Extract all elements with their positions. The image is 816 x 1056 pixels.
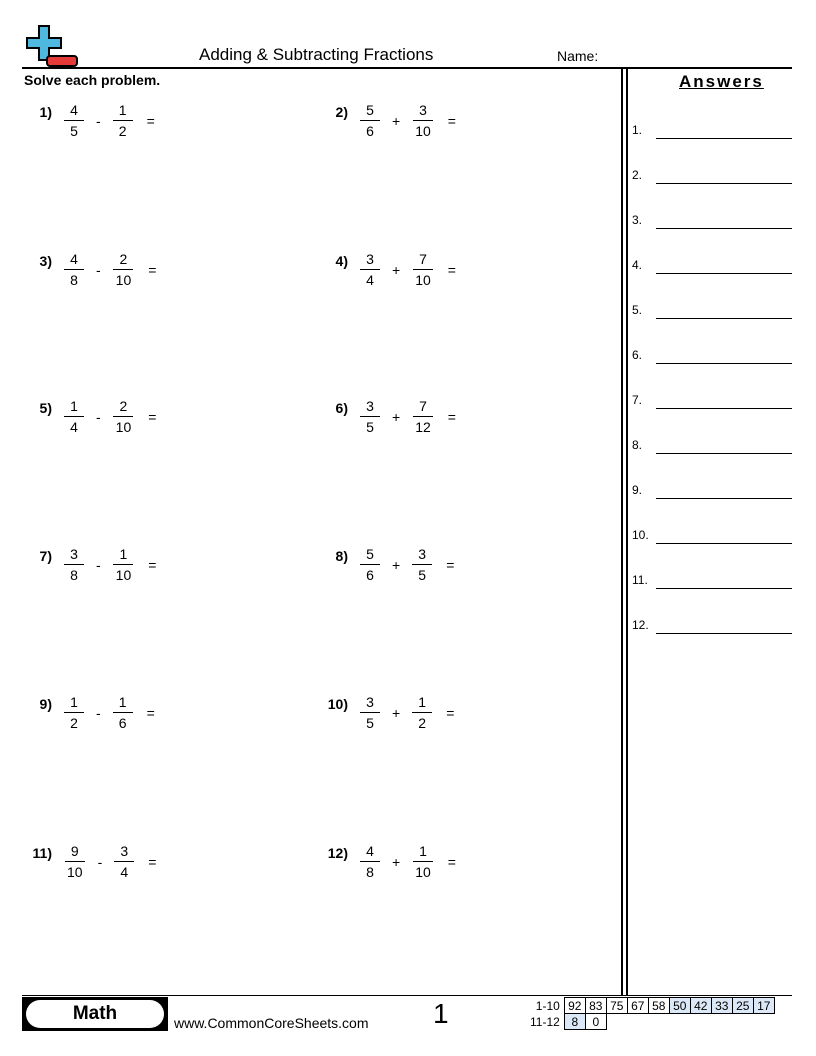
problem-6: [318, 398, 456, 435]
answer-label: 9.: [632, 483, 643, 497]
problem-number: 10): [327, 695, 348, 712]
answer-blank-2[interactable]: [656, 183, 792, 184]
answer-blank-9[interactable]: [656, 498, 792, 499]
denominator: 2: [118, 123, 127, 139]
fraction-b: [113, 102, 133, 139]
denominator: 10: [415, 272, 431, 288]
numerator: 4: [64, 102, 84, 121]
page-number: 1: [433, 998, 449, 1029]
numerator: 3: [114, 843, 134, 862]
problem-number: 9): [39, 695, 52, 712]
equals-sign: =: [446, 556, 455, 573]
answer-blank-1[interactable]: [656, 138, 792, 139]
answer-blank-10[interactable]: [656, 543, 792, 544]
problem-11: [22, 843, 156, 880]
equals-sign: =: [447, 112, 456, 129]
problem-9: [22, 694, 155, 731]
operator: +: [392, 556, 401, 573]
problem-number: 3): [39, 252, 52, 269]
answer-blank-12[interactable]: [656, 633, 792, 634]
fraction-a: [360, 398, 380, 435]
problem-number: 5): [39, 399, 52, 416]
score-cell: 92: [564, 998, 585, 1014]
answer-blank-11[interactable]: [656, 588, 792, 589]
numerator: 1: [64, 694, 84, 713]
numerator: 1: [113, 694, 133, 713]
score-cell: 33: [711, 998, 732, 1014]
score-cell: 75: [606, 998, 627, 1014]
equals-sign: =: [148, 556, 157, 573]
answer-blank-4[interactable]: [656, 273, 792, 274]
answer-label: 3.: [632, 213, 643, 227]
answer-label: 7.: [632, 393, 643, 407]
operator: -: [96, 408, 101, 425]
numerator: 4: [360, 843, 380, 862]
problem-10: [318, 694, 454, 731]
fraction-b: [113, 546, 135, 583]
denominator: 12: [415, 419, 431, 435]
fraction-b: [114, 843, 134, 880]
answer-label: 1.: [632, 123, 643, 137]
numerator: 5: [360, 102, 380, 121]
equals-sign: =: [447, 261, 456, 278]
equals-sign: =: [446, 704, 455, 721]
numerator: 2: [113, 398, 133, 417]
denominator: 10: [115, 567, 132, 583]
equals-sign: =: [146, 704, 155, 721]
denominator: 8: [70, 567, 78, 583]
denominator: 5: [418, 567, 427, 583]
answer-label: 10.: [632, 528, 649, 542]
denominator: 5: [366, 419, 374, 435]
problem-number: 7): [39, 547, 52, 564]
answer-label: 4.: [632, 258, 643, 272]
score-table: [527, 997, 775, 1030]
numerator: 9: [65, 843, 85, 862]
score-cell: 67: [627, 998, 648, 1014]
column-divider: [621, 69, 623, 996]
score-cell: 42: [690, 998, 711, 1014]
problem-number: 1): [39, 103, 52, 120]
operator: -: [96, 112, 101, 129]
problem-7: [22, 546, 156, 583]
score-cell: 17: [753, 998, 774, 1014]
numerator: 1: [64, 398, 84, 417]
fraction-b: [412, 546, 432, 583]
denominator: 5: [366, 715, 374, 731]
column-divider: [626, 69, 628, 996]
answer-blank-7[interactable]: [656, 408, 792, 409]
score-cell: 50: [669, 998, 690, 1014]
denominator: 4: [70, 419, 78, 435]
operator: -: [97, 853, 103, 870]
score-cell: 25: [732, 998, 753, 1014]
problem-3: [22, 251, 156, 288]
subject-badge: [22, 997, 168, 1031]
numerator: 3: [412, 546, 432, 565]
fraction-a: [360, 546, 380, 583]
fraction-b: [113, 398, 135, 435]
subject-label: Math: [26, 1000, 164, 1028]
operator: +: [392, 112, 401, 129]
numerator: 3: [64, 546, 84, 565]
answer-blank-3[interactable]: [656, 228, 792, 229]
operator: +: [392, 704, 401, 721]
problem-5: [22, 398, 156, 435]
fraction-a: [64, 102, 84, 139]
fraction-b: [412, 843, 434, 880]
fraction-a: [64, 251, 84, 288]
problem-12: [318, 843, 456, 880]
denominator: 8: [70, 272, 78, 288]
fraction-b: [412, 251, 434, 288]
operator: +: [392, 853, 401, 870]
problem-number: 12): [327, 844, 348, 861]
fraction-a: [64, 843, 86, 880]
fraction-b: [113, 694, 133, 731]
equals-sign: =: [447, 408, 456, 425]
fraction-b: [412, 398, 434, 435]
equals-sign: =: [447, 853, 456, 870]
equals-sign: =: [148, 853, 157, 870]
problem-number: 11): [32, 844, 52, 861]
problem-2: [318, 102, 456, 139]
operator: +: [392, 408, 401, 425]
denominator: 2: [418, 715, 427, 731]
denominator: 8: [366, 864, 374, 880]
answer-label: 5.: [632, 303, 643, 317]
denominator: 2: [70, 715, 78, 731]
numerator: 1: [113, 102, 133, 121]
numerator: 7: [413, 251, 433, 270]
score-range-label: 11-12: [530, 1014, 560, 1029]
name-label: Name:: [557, 48, 599, 64]
fraction-b: [113, 251, 135, 288]
answer-label: 8.: [632, 438, 643, 452]
fraction-a: [360, 251, 380, 288]
footer-rule: [22, 995, 792, 996]
answer-label: 12.: [632, 618, 649, 632]
answer-label: 11.: [632, 573, 648, 587]
denominator: 4: [366, 272, 374, 288]
equals-sign: =: [146, 112, 155, 129]
problem-4: [318, 251, 456, 288]
fraction-a: [64, 398, 84, 435]
denominator: 10: [115, 419, 132, 435]
numerator: 1: [412, 694, 432, 713]
fraction-a: [360, 694, 380, 731]
numerator: 2: [113, 251, 133, 270]
answer-blank-5[interactable]: [656, 318, 792, 319]
denominator: 10: [67, 864, 83, 880]
numerator: 3: [413, 102, 433, 121]
operator: +: [392, 261, 401, 278]
denominator: 10: [415, 864, 431, 880]
numerator: 5: [360, 546, 380, 565]
answer-label: 2.: [632, 168, 643, 182]
problem-number: 4): [335, 252, 348, 269]
numerator: 1: [113, 546, 133, 565]
score-row: [527, 998, 774, 1014]
denominator: 5: [70, 123, 78, 139]
problem-1: [22, 102, 155, 139]
answer-blank-8[interactable]: [656, 453, 792, 454]
header-rule: [22, 67, 792, 69]
score-cell: 0: [585, 1014, 606, 1030]
fraction-a: [64, 546, 84, 583]
fraction-b: [412, 102, 434, 139]
numerator: 3: [360, 694, 380, 713]
answer-blank-6[interactable]: [656, 363, 792, 364]
denominator: 6: [118, 715, 127, 731]
numerator: 3: [360, 251, 380, 270]
score-row: [527, 1014, 774, 1030]
denominator: 10: [115, 272, 132, 288]
score-cell: 58: [648, 998, 669, 1014]
problem-number: 2): [335, 103, 348, 120]
numerator: 1: [413, 843, 433, 862]
denominator: 6: [366, 123, 374, 139]
score-cell: 8: [564, 1014, 585, 1030]
problem-8: [318, 546, 454, 583]
problem-number: 6): [335, 399, 348, 416]
operator: -: [96, 261, 101, 278]
denominator: 10: [415, 123, 431, 139]
worksheet-title: Adding & Subtracting Fractions: [199, 45, 434, 64]
instructions: Solve each problem.: [24, 72, 161, 88]
fraction-a: [360, 102, 380, 139]
answers-title: Answers: [679, 72, 764, 91]
score-cell: 83: [585, 998, 606, 1014]
operator: -: [96, 704, 101, 721]
numerator: 4: [64, 251, 84, 270]
score-range-label: 1-10: [535, 998, 560, 1013]
denominator: 6: [366, 567, 374, 583]
website-link: www.CommonCoreSheets.com: [174, 1015, 369, 1031]
fraction-a: [64, 694, 84, 731]
fraction-a: [360, 843, 380, 880]
problem-number: 8): [335, 547, 348, 564]
denominator: 4: [120, 864, 129, 880]
answer-label: 6.: [632, 348, 643, 362]
equals-sign: =: [148, 261, 157, 278]
operator: -: [96, 556, 101, 573]
plus-minus-logo-icon: [22, 24, 80, 68]
equals-sign: =: [148, 408, 157, 425]
numerator: 3: [360, 398, 380, 417]
fraction-b: [412, 694, 432, 731]
numerator: 7: [413, 398, 433, 417]
